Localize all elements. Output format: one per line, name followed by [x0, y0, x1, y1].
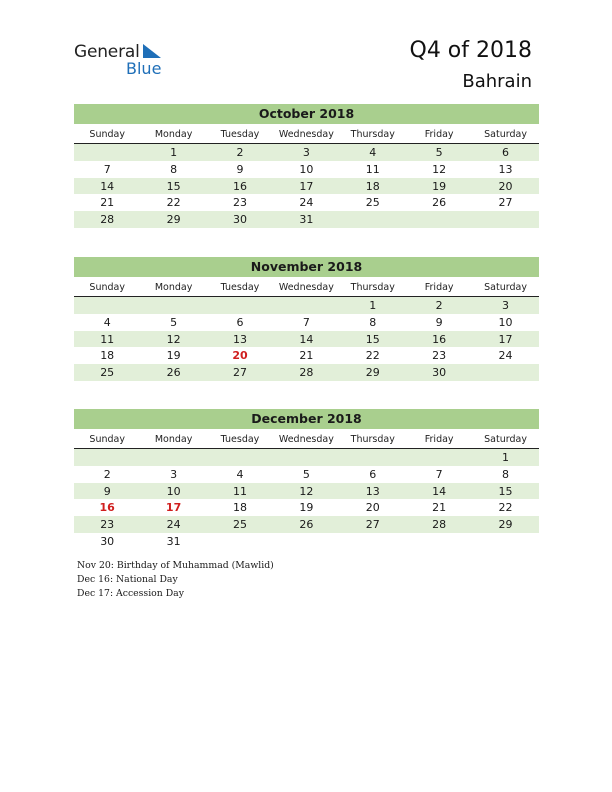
- day-cell: 28: [100, 213, 115, 227]
- weekday-label: Sunday: [89, 282, 125, 293]
- day-cell: 10: [299, 162, 314, 176]
- day-cell: 19: [432, 179, 447, 193]
- week-row: [74, 297, 539, 314]
- day-cell: 29: [166, 213, 181, 227]
- weekday-label: Monday: [154, 434, 193, 445]
- day-cell: 9: [103, 484, 111, 498]
- day-cell: 10: [498, 315, 513, 329]
- day-cell: 30: [432, 366, 447, 380]
- day-cell: 16: [99, 501, 115, 515]
- logo-blue-text: Blue: [126, 59, 162, 78]
- day-cell: 7: [103, 162, 111, 176]
- weekday-label: Wednesday: [278, 129, 334, 140]
- day-cell: 14: [100, 179, 115, 193]
- day-cell: 27: [498, 196, 513, 210]
- day-cell: 26: [299, 518, 314, 532]
- weekday-label: Sunday: [89, 129, 125, 140]
- day-cell: 14: [432, 484, 447, 498]
- weekday-label: Monday: [154, 282, 193, 293]
- day-cell: [273, 533, 339, 550]
- day-cell: 6: [236, 315, 244, 329]
- holiday-note: Dec 17: Accession Day: [77, 588, 184, 599]
- day-cell: 3: [170, 467, 178, 481]
- logo-general-text: General: [74, 42, 140, 62]
- week-row: [74, 194, 539, 211]
- day-cell: 8: [369, 315, 377, 329]
- day-cell: 3: [302, 146, 310, 159]
- weekday-label: Friday: [424, 129, 454, 140]
- day-cell: 25: [232, 518, 247, 532]
- country-name: Bahrain: [462, 71, 532, 92]
- day-cell: 27: [232, 366, 247, 380]
- day-cell: 20: [232, 349, 248, 363]
- weekday-label: Friday: [424, 434, 454, 445]
- day-cell: 4: [369, 146, 377, 159]
- day-cell: [207, 533, 273, 550]
- day-cell: 7: [435, 467, 443, 481]
- day-cell: [340, 533, 406, 550]
- day-cell: [406, 449, 472, 466]
- day-cell: 18: [100, 349, 115, 363]
- day-cell: 7: [302, 315, 310, 329]
- week-row: [74, 516, 539, 533]
- day-cell: 6: [369, 467, 377, 481]
- day-cell: 15: [498, 484, 513, 498]
- weekday-label: Friday: [424, 282, 454, 293]
- day-cell: 19: [299, 501, 314, 515]
- day-cell: 17: [299, 179, 314, 193]
- weekday-label: Monday: [154, 129, 193, 140]
- day-cell: 18: [365, 179, 380, 193]
- day-cell: [74, 297, 140, 314]
- week-row: [74, 466, 539, 483]
- weekday-label: Saturday: [484, 129, 527, 140]
- month-title: November 2018: [74, 257, 539, 277]
- day-cell: 24: [166, 518, 181, 532]
- day-cell: [74, 144, 140, 161]
- day-cell: 12: [166, 332, 181, 346]
- day-cell: [273, 297, 339, 314]
- weekday-label: Wednesday: [278, 282, 334, 293]
- month-title: October 2018: [74, 104, 539, 124]
- day-cell: 30: [100, 534, 115, 548]
- week-row: [74, 178, 539, 195]
- day-cell: 6: [502, 146, 510, 159]
- day-cell: 31: [166, 534, 181, 548]
- day-cell: 26: [166, 366, 181, 380]
- day-cell: [472, 364, 538, 381]
- day-cell: 11: [365, 162, 380, 176]
- day-cell: [207, 297, 273, 314]
- weekday-label: Tuesday: [220, 434, 260, 445]
- day-cell: 5: [302, 467, 310, 481]
- day-cell: 3: [502, 299, 510, 312]
- weekday-label: Thursday: [350, 282, 395, 293]
- weekday-label: Saturday: [484, 434, 527, 445]
- week-row: [74, 499, 539, 516]
- day-cell: 25: [100, 366, 115, 380]
- day-cell: 30: [232, 213, 247, 227]
- day-cell: 21: [432, 501, 447, 515]
- day-cell: 14: [299, 332, 314, 346]
- day-cell: 24: [299, 196, 314, 210]
- day-cell: 22: [498, 501, 513, 515]
- week-row: [74, 347, 539, 364]
- month-december: [74, 409, 539, 550]
- day-cell: 22: [166, 196, 181, 210]
- day-cell: 13: [498, 162, 513, 176]
- weekday-header-row: [74, 433, 539, 449]
- week-row: [74, 211, 539, 228]
- month-november: [74, 257, 539, 381]
- day-cell: [140, 449, 206, 466]
- day-cell: 29: [498, 518, 513, 532]
- weekday-label: Tuesday: [220, 129, 260, 140]
- day-cell: 31: [299, 213, 314, 227]
- weekday-label: Saturday: [484, 282, 527, 293]
- day-cell: 8: [502, 467, 510, 481]
- day-cell: 5: [435, 146, 443, 159]
- day-cell: 20: [365, 501, 380, 515]
- day-cell: 10: [166, 484, 181, 498]
- day-cell: 17: [498, 332, 513, 346]
- day-cell: 9: [236, 162, 244, 176]
- weekday-label: Thursday: [350, 129, 395, 140]
- day-cell: 23: [100, 518, 115, 532]
- day-cell: 24: [498, 349, 513, 363]
- day-cell: [273, 449, 339, 466]
- week-row: [74, 144, 539, 161]
- day-cell: 27: [365, 518, 380, 532]
- day-cell: 25: [365, 196, 380, 210]
- day-cell: [472, 211, 538, 228]
- holiday-note: Dec 16: National Day: [77, 574, 178, 585]
- weekday-label: Sunday: [89, 434, 125, 445]
- day-cell: 19: [166, 349, 181, 363]
- logo-triangle-icon: [141, 44, 163, 60]
- day-cell: 16: [232, 179, 247, 193]
- week-row: [74, 364, 539, 381]
- day-cell: [340, 449, 406, 466]
- day-cell: 26: [432, 196, 447, 210]
- day-cell: 23: [232, 196, 247, 210]
- day-cell: [140, 297, 206, 314]
- day-cell: 18: [232, 501, 247, 515]
- day-cell: [340, 211, 406, 228]
- day-cell: [472, 533, 538, 550]
- day-cell: 1: [502, 451, 510, 464]
- week-row: [74, 161, 539, 178]
- month-october: [74, 104, 539, 228]
- day-cell: 15: [166, 179, 181, 193]
- weekday-label: Thursday: [350, 434, 395, 445]
- day-cell: 13: [365, 484, 380, 498]
- day-cell: 23: [432, 349, 447, 363]
- day-cell: 4: [103, 315, 111, 329]
- day-cell: 15: [365, 332, 380, 346]
- day-cell: 20: [498, 179, 513, 193]
- holiday-note: Nov 20: Birthday of Muhammad (Mawlid): [77, 560, 274, 571]
- day-cell: 8: [170, 162, 178, 176]
- week-row: [74, 314, 539, 331]
- day-cell: 9: [435, 315, 443, 329]
- day-cell: 12: [299, 484, 314, 498]
- week-row: [74, 449, 539, 466]
- holiday-notes: [77, 559, 274, 601]
- day-cell: 1: [170, 146, 178, 159]
- day-cell: 21: [100, 196, 115, 210]
- day-cell: 13: [232, 332, 247, 346]
- day-cell: [74, 449, 140, 466]
- month-title: December 2018: [74, 409, 539, 429]
- day-cell: 1: [369, 299, 377, 312]
- day-cell: 4: [236, 467, 244, 481]
- day-cell: 28: [299, 366, 314, 380]
- day-cell: 16: [432, 332, 447, 346]
- day-cell: 28: [432, 518, 447, 532]
- day-cell: 12: [432, 162, 447, 176]
- day-cell: 22: [365, 349, 380, 363]
- week-row: [74, 533, 539, 550]
- day-cell: 11: [232, 484, 247, 498]
- week-row: [74, 483, 539, 500]
- day-cell: 2: [103, 467, 111, 481]
- weekday-label: Tuesday: [220, 282, 260, 293]
- day-cell: [207, 449, 273, 466]
- day-cell: 21: [299, 349, 314, 363]
- logo: [74, 42, 174, 78]
- day-cell: 2: [236, 146, 244, 159]
- day-cell: [406, 211, 472, 228]
- day-cell: 11: [100, 332, 115, 346]
- weekday-header-row: [74, 128, 539, 144]
- week-row: [74, 331, 539, 348]
- page-title: Q4 of 2018: [409, 38, 532, 63]
- weekday-header-row: [74, 281, 539, 297]
- day-cell: 29: [365, 366, 380, 380]
- day-cell: 17: [165, 501, 182, 515]
- day-cell: 5: [170, 315, 178, 329]
- day-cell: 2: [435, 299, 443, 312]
- weekday-label: Wednesday: [278, 434, 334, 445]
- day-cell: [406, 533, 472, 550]
